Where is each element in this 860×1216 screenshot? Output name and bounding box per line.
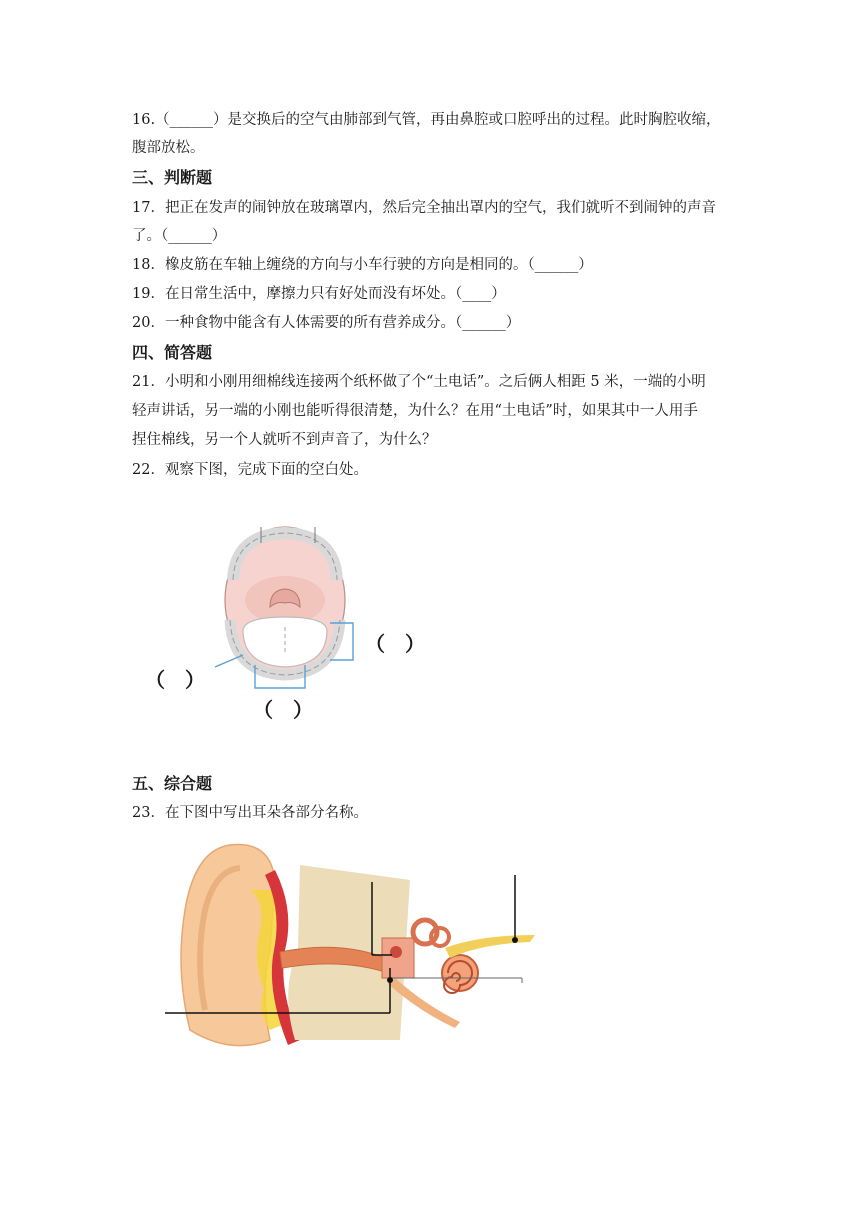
q17-line2: 了。（______） bbox=[132, 228, 227, 244]
mouth-teeth-figure bbox=[215, 525, 365, 695]
q16-line1: 16.（______）是交换后的空气由肺部到气管，再由鼻腔或口腔呼出的过程。此时胸腔收缩， bbox=[132, 112, 721, 128]
q18: 18．橡皮筋在车轴上缠绕的方向与小车行驶的方向是相同的。（______） bbox=[132, 257, 593, 273]
ear-anatomy-figure bbox=[160, 840, 540, 1060]
section5-title: 五、综合题 bbox=[132, 774, 213, 793]
q21-line2: 轻声讲话，另一端的小刚也能听得很清楚，为什么？在用“土电话”时，如果其中一人用手 bbox=[132, 403, 698, 419]
q22: 22．观察下图，完成下面的空白处。 bbox=[132, 462, 368, 478]
q17-line1: 17．把正在发声的闹钟放在玻璃罩内，然后完全抽出罩内的空气，我们就听不到闹钟的声音 bbox=[132, 200, 716, 216]
section3-title: 三、判断题 bbox=[132, 168, 213, 187]
teeth-label-right: （ ） bbox=[365, 632, 425, 656]
q23: 23．在下图中写出耳朵各部分名称。 bbox=[132, 805, 368, 821]
teeth-label-left: （ ） bbox=[145, 668, 205, 692]
q19: 19．在日常生活中，摩擦力只有好处而没有坏处。（____） bbox=[132, 286, 506, 302]
q21-line1: 21．小明和小刚用细棉线连接两个纸杯做了个“土电话”。之后俩人相距 5 米，一端的小明 bbox=[132, 374, 706, 390]
section4-title: 四、简答题 bbox=[132, 343, 213, 362]
q16-line2: 腹部放松。 bbox=[132, 140, 205, 156]
q21-line3: 捏住棉线，另一个人就听不到声音了，为什么？ bbox=[132, 432, 437, 448]
teeth-label-bottom: （ ） bbox=[253, 698, 313, 722]
q20: 20．一种食物中能含有人体需要的所有营养成分。（______） bbox=[132, 315, 521, 331]
